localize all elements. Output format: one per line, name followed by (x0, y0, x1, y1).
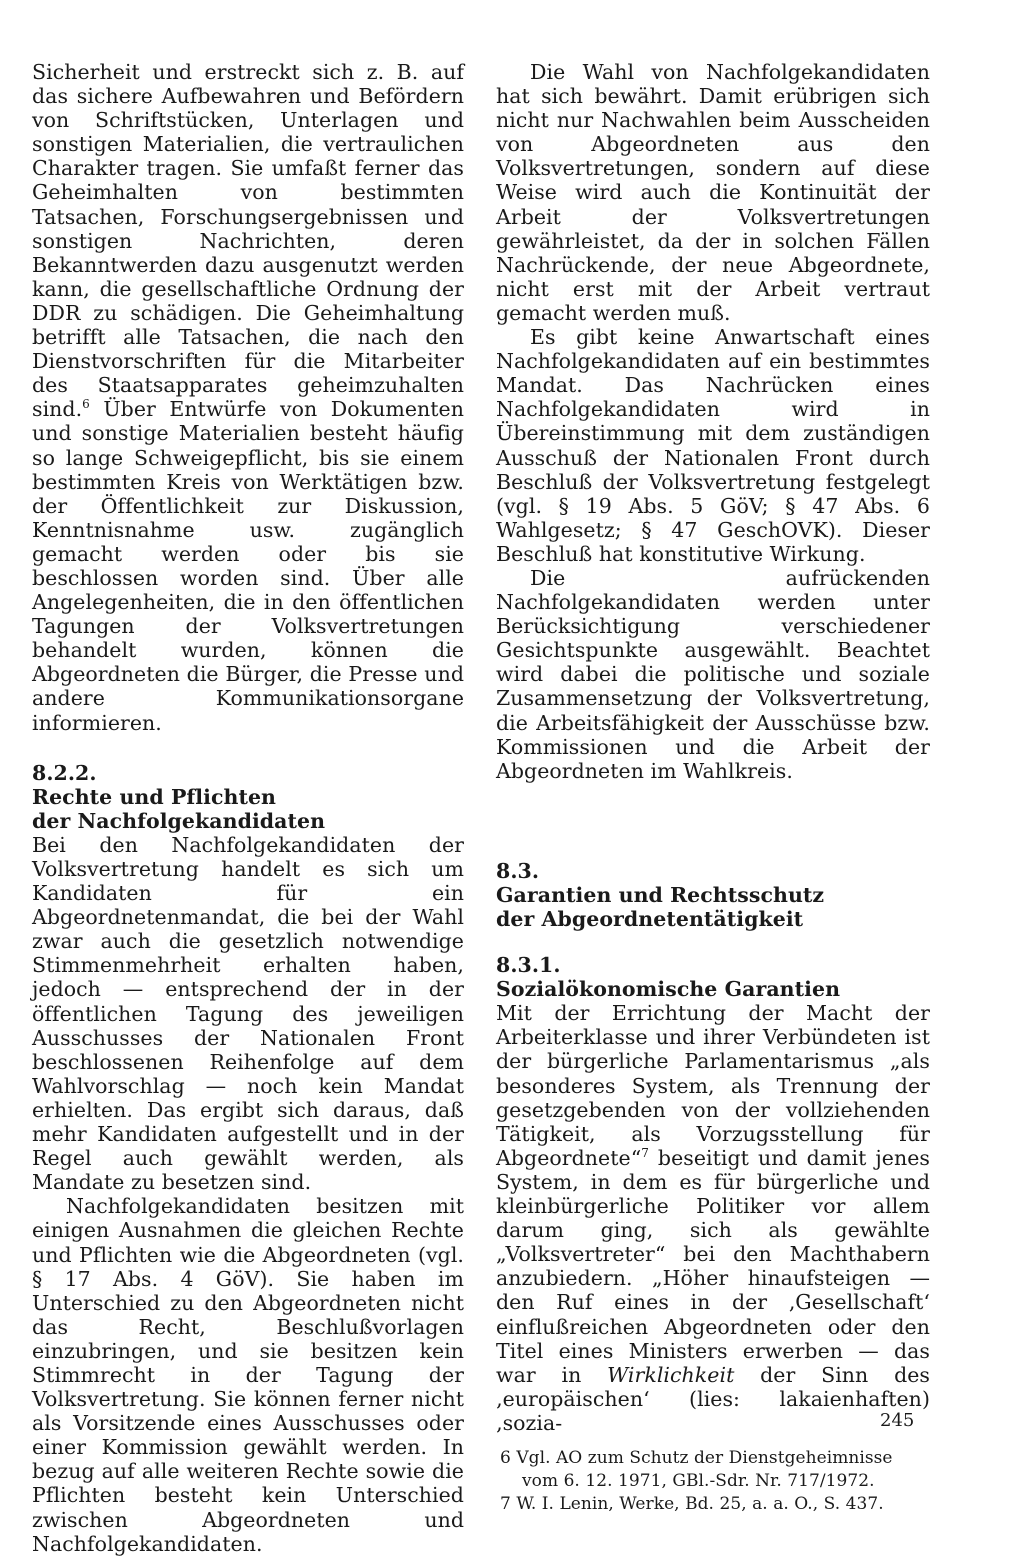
subsection-title: Sozialökonomische Garantien (496, 977, 841, 1002)
paragraph-text: Sicherheit und erstreckt sich z. B. auf das sichere Aufbewahren und Befördern von Schriftstücken, Unterlagen und sonstigen Materialien, die vertraulichen Charakter tragen. Sie umfaßt ferner das Geheimhalten von bestimmten Tatsachen, Forschungsergebnissen und sonstigen Nachrichten, deren Bekanntwerden dazu ausgenutzt werden kann, die gesellschaftliche Ordnung der DDR zu schädigen. Die Geheimhaltung betrifft alle Tatsachen, die nach den Dienstvorschriften für die Mitarbeiter des Staatsapparates geheimzuhalten sind. (32, 60, 464, 422)
footnote: 6 Vgl. AO zum Schutz der Dienstgeheimnisse vom 6. 12. 1971, GBl.-Sdr. Nr. 717/1972. (500, 1447, 893, 1491)
paragraph-text: Über Entwürfe von Dokumenten und sonstige Materialien besteht häufig so lange Schweigepflicht, bis sie einem bestimmten Kreis von Werktätigen bzw. der Öffentlichkeit zur Diskussion, Kenntnisnahme usw. zugänglich gemacht werden oder bis sie beschlossen worden sind. Über alle Angelegenheiten, die in den öffentlichen Tagungen der Volksvertretungen behandelt wurden, können die Abgeordneten die Bürger, die Presse und andere Kommunikationsorgane informieren. (32, 397, 464, 735)
section-number: 8.2.2. (32, 760, 97, 785)
right-column (496, 60, 930, 1516)
subsection-number: 8.3.1. (496, 953, 561, 978)
footnote-ref[interactable]: 7 (641, 1145, 649, 1160)
paragraph: Die Wahl von Nachfolgekandidaten hat sich bewährt. Damit erübrigen sich nicht nur Nachwahlen beim Ausscheiden von Abgeordneten aus den Volksvertretungen, sondern auf diese Weise wird auch die Kontinuität der Arbeit der Volksvertretungen gewährleistet, da der in solchen Fällen Nachrückende, der neue Abgeordnete, nicht erst mit der Arbeit vertraut gemacht werden muß. (496, 60, 930, 325)
section-title-line-2: der Abgeordnetentätigkeit (496, 907, 804, 931)
left-column (32, 60, 464, 1556)
footnote: 7 W. I. Lenin, Werke, Bd. 25, a. a. O., S. 437. (500, 1493, 884, 1514)
paragraph-text: Mit der Errichtung der Macht der Arbeiterklasse und ihrer Verbündeten ist der bürgerliche Parlamentarismus „als besonderes System, als Trennung der gesetzgebenden von der vollziehenden Tätigkeit, als Vorzugsstellung für Abgeordnete“ (496, 1001, 930, 1170)
paragraph (496, 1001, 930, 1435)
section-title-line-2: der Nachfolgekandidaten (32, 808, 326, 833)
section-number: 8.3. (496, 858, 540, 883)
paragraph: Nachfolgekandidaten besitzen mit einigen Ausnahmen die gleichen Rechte und Pflichten wie die Abgeordneten (vgl. § 17 Abs. 4 GöV). Sie haben im Unterschied zu den Abgeordneten nicht das Recht, Beschlußvorlagen einzubringen, und sie besitzen kein Stimmrecht in der Tagung der Volksvertretung. Sie können ferner nicht als Vorsitzende eines Ausschusses oder einer Kommission gewählt werden. In bezug auf alle weiteren Rechte sowie die Pflichten besteht kein Unterschied zwischen Abgeordneten und Nachfolgekandidaten. (32, 1194, 464, 1556)
section-title-line-1: Rechte und Pflichten (32, 784, 277, 809)
page-number: 245 (880, 1410, 915, 1431)
paragraph: Es gibt keine Anwartschaft eines Nachfolgekandidaten auf ein bestimmtes Mandat. Das Nachrücken eines Nachfolgekandidaten wird in Übereinstimmung mit dem zuständigen Ausschuß der Nationalen Front durch Beschluß der Volksvertretung festgelegt (vgl. § 19 Abs. 5 GöV; § 47 Abs. 6 Wahlgesetz; § 47 GeschOVK). Dieser Beschluß hat konstitutive Wirkung. (496, 325, 930, 566)
paragraph-text: der Sinn des ‚europäischen‘ (lies: lakaienhaften) ‚sozia- (496, 1362, 930, 1435)
paragraph: Die aufrückenden Nachfolgekandidaten werden unter Berücksichtigung verschiedener Gesichtspunkte ausgewählt. Beachtet wird dabei die politische und soziale Zusammensetzung der Volksvertretung, die Arbeitsfähigkeit der Ausschüsse bzw. Kommissionen und die Arbeit der Abgeordneten im Wahlkreis. (496, 565, 930, 783)
footnote-ref[interactable]: 6 (82, 397, 90, 412)
paragraph (32, 60, 464, 735)
footnotes (496, 1447, 930, 1516)
paragraph-text: beseitigt und damit jenes System, in dem es für bürgerliche und kleinbürgerliche Politiker vor allem darum ging, sich als gewählte „Volksvertreter“ bei den Machthabern anzubiedern. „Höher hinaufsteigen — den Ruf eines in der ‚Gesellschaft‘ einflußreichen Abgeordneten oder den Titel eines Ministers erwerben — das war in (496, 1145, 930, 1387)
section-title-line-1: Garantien und Rechtsschutz (496, 882, 825, 907)
italic-text: Wirklichkeit (607, 1362, 735, 1387)
paragraph: Bei den Nachfolgekandidaten der Volksvertretung handelt es sich um Kandidaten für ein Abgeordnetenmandat, die bei der Wahl zwar auch die gesetzlich notwendige Stimmenmehrheit erhalten haben, jedoch — entsprechend der in der öffentlichen Tagung des jeweiligen Ausschusses der Nationalen Front beschlossenen Reihenfolge auf dem Wahlvorschlag — noch kein Mandat erhielten. Das ergibt sich daraus, daß mehr Kandidaten aufgestellt und in der Regel auch gewählt werden, als Mandate zu besetzen sind. (32, 832, 464, 1195)
